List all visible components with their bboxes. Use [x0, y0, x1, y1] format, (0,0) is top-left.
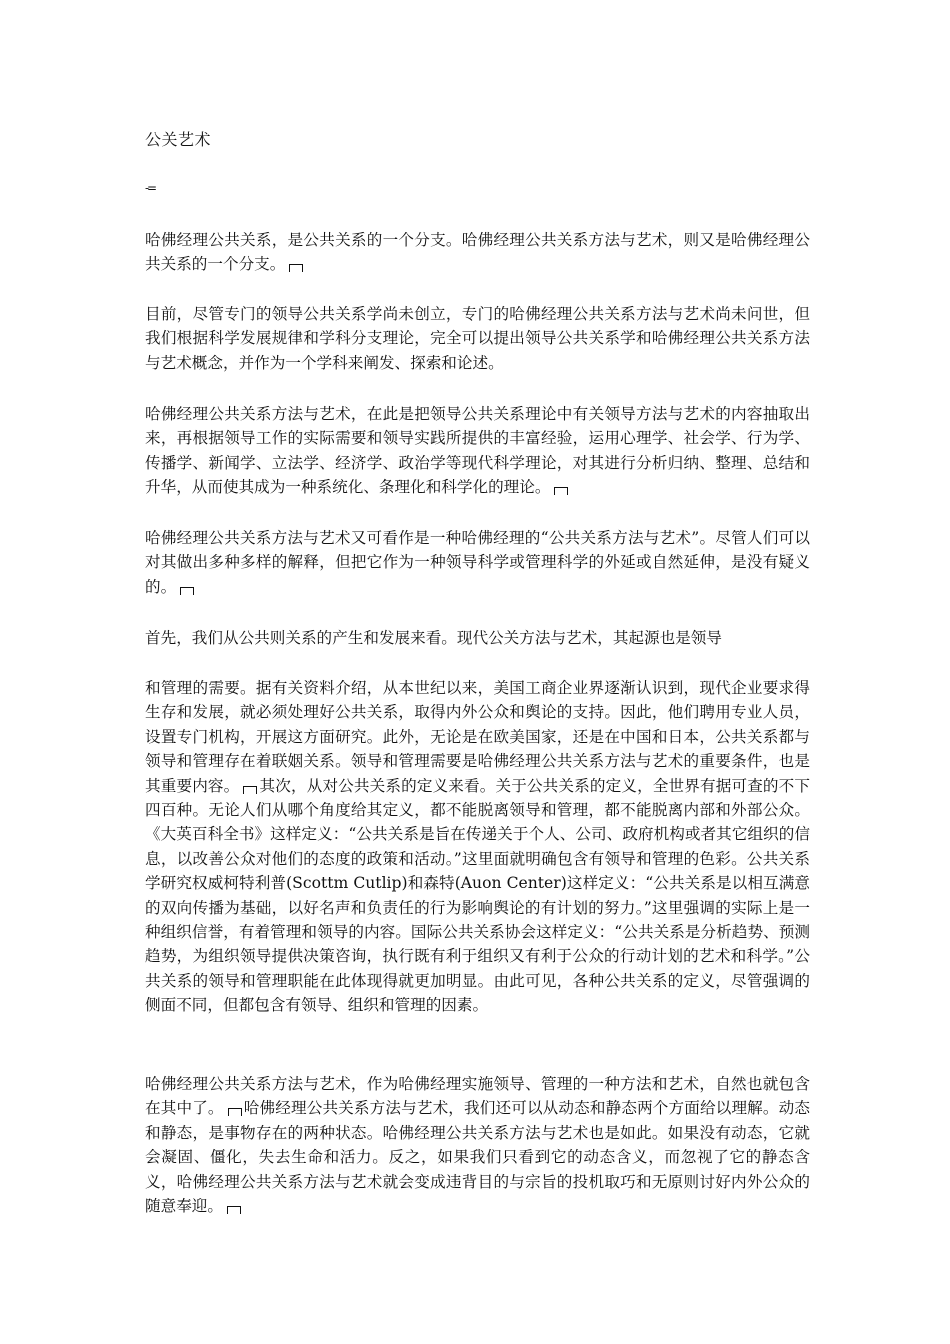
paragraph-4 [145, 526, 810, 599]
document-title: 公关艺术 [145, 130, 212, 149]
paragraph-mark-icon [227, 1206, 241, 1214]
paragraph-text: 哈佛经理公共关系方法与艺术，我们还可以从动态和静态两个方面给以理解。动态和静态，是事物存在的两种状态。哈佛经理公共关系方法与艺术也是如此。如果没有动态，它就会凝固、僵化，失去生命和活力。反之，如果我们只看到它的动态含义，而忽视了它的静态含义，哈佛经理公共关系方法与艺术就会变成违背目的与宗旨的投机取巧和无原则讨好内外公众的随意奉迎。 [145, 1099, 810, 1216]
paragraph-mark-icon [289, 264, 303, 272]
paragraph-7 [145, 1072, 810, 1218]
paragraph-1 [145, 228, 810, 277]
separator-mark: -= [145, 181, 156, 195]
paragraph-mark-icon [554, 487, 568, 495]
paragraph-mark-icon [243, 786, 257, 794]
paragraph-text: 哈佛经理公共关系，是公共关系的一个分支。哈佛经理公共关系方法与艺术，则又是哈佛经理公共关系的一个分支。 [145, 231, 810, 274]
paragraph-text: 哈佛经理公共关系方法与艺术又可看作是一种哈佛经理的“公共关系方法与艺术”。尽管人们可以对其做出多种多样的解释，但把它作为一种领导科学或管理科学的外延或自然延伸，是没有疑义的。 [145, 529, 810, 596]
paragraph-text: 首先，我们从公共则关系的产生和发展来看。现代公关方法与艺术，其起源也是领导 [145, 629, 722, 647]
paragraph-text: 其次，从对公共关系的定义来看。关于公共关系的定义，全世界有据可查的不下四百种。无论人们从哪个角度给其定义，都不能脱离领导和管理，都不能脱离内部和外部公众。《大英百科全书》这样定义：“公共关系是旨在传递关于个人、公司、政府机构或者其它组织的信息，以改善公众对他们的态度的政策和活动。”这里面就明确包含有领导和管理的色彩。公共关系学研究权威柯特利普(Scottm Cutlip)和森特(Auon Center)这样定义：“公共关系是以相互满意的双向传播为基础，以好名声和负责任的行为影响舆论的有计划的努力。”这里强调的实际上是一种组织信誉，有着管理和领导的内容。国际公共关系协会这样定义：“公共关系是分析趋势、预测趋势，为组织领导提供决策咨询，执行既有利于组织又有利于公众的行动计划的艺术和科学。”公共关系的领导和管理职能在此体现得就更加明显。由此可见，各种公共关系的定义，尽管强调的侧面不同，但都包含有领导、组织和管理的因素。 [145, 776, 810, 1015]
paragraph-mark-icon [228, 1108, 242, 1116]
paragraph-3 [145, 402, 810, 500]
paragraph-mark-icon [180, 587, 194, 595]
paragraph-2 [145, 302, 810, 375]
paragraph-6 [145, 676, 810, 1018]
paragraph-text: 和管理的需要。据有关资料介绍，从本世纪以来，美国工商企业界逐渐认识到，现代企业要求得生存和发展，就必须处理好公共关系，取得内外公众和舆论的支持。因此，他们聘用专业人员，设置专门机构，开展这方面研究。此外，无论是在欧美国家，还是在中国和日本，公共关系都与领导和管理存在着联姻关系。领导和管理需要是哈佛经理公共关系方法与艺术的重要条件，也是其重要内容。 [145, 679, 810, 795]
paragraph-5 [145, 626, 810, 650]
paragraph-text: 哈佛经理公共关系方法与艺术，作为哈佛经理实施领导、管理的一种方法和艺术，自然也就包含在其中了。 [145, 1075, 810, 1118]
paragraph-text: 目前，尽管专门的领导公共关系学尚未创立，专门的哈佛经理公共关系方法与艺术尚未问世，但我们根据科学发展规律和学科分支理论，完全可以提出领导公共关系学和哈佛经理公共关系方法与艺术概念，并作为一个学科来阐发、探索和论述。 [145, 305, 810, 372]
paragraph-text: 哈佛经理公共关系方法与艺术，在此是把领导公共关系理论中有关领导方法与艺术的内容抽取出来，再根据领导工作的实际需要和领导实践所提供的丰富经验，运用心理学、社会学、行为学、传播学、新闻学、立法学、经济学、政治学等现代科学理论，对其进行分析归纳、整理、总结和升华，从而使其成为一种系统化、条理化和科学化的理论。 [145, 405, 810, 497]
